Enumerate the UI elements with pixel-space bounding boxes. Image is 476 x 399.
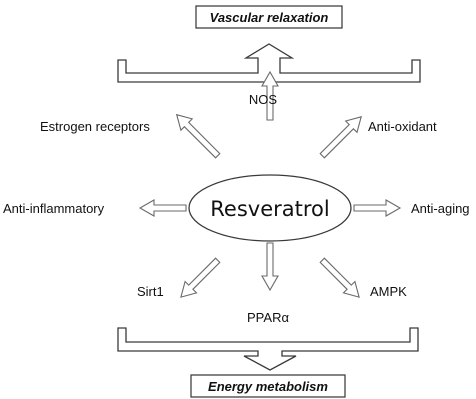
sirt1-arrow xyxy=(181,258,220,297)
ppar-alpha-arrow xyxy=(262,243,278,290)
resveratrol-label: Resveratrol xyxy=(210,197,330,221)
ppar-alpha-label: PPARα xyxy=(247,310,289,325)
ampk-label: AMPK xyxy=(370,284,407,299)
nos-label: NOS xyxy=(248,92,278,107)
bottom-bracket-arrow xyxy=(118,328,418,370)
energy-metabolism-label: Energy metabolism xyxy=(208,379,328,394)
anti-aging-arrow xyxy=(354,200,400,216)
anti-oxidant-label: Anti-oxidant xyxy=(368,119,437,134)
sirt1-label: Sirt1 xyxy=(137,284,164,299)
vascular-relaxation-label: Vascular relaxation xyxy=(209,10,329,25)
anti-oxidant-arrow xyxy=(320,117,361,158)
anti-inflammatory-label: Anti-inflammatory xyxy=(3,201,105,216)
estrogen-receptors-label: Estrogen receptors xyxy=(40,119,150,134)
anti-inflammatory-arrow xyxy=(140,200,186,216)
estrogen-receptors-arrow xyxy=(177,115,220,158)
anti-aging-label: Anti-aging xyxy=(411,201,470,216)
ampk-arrow xyxy=(320,258,359,297)
